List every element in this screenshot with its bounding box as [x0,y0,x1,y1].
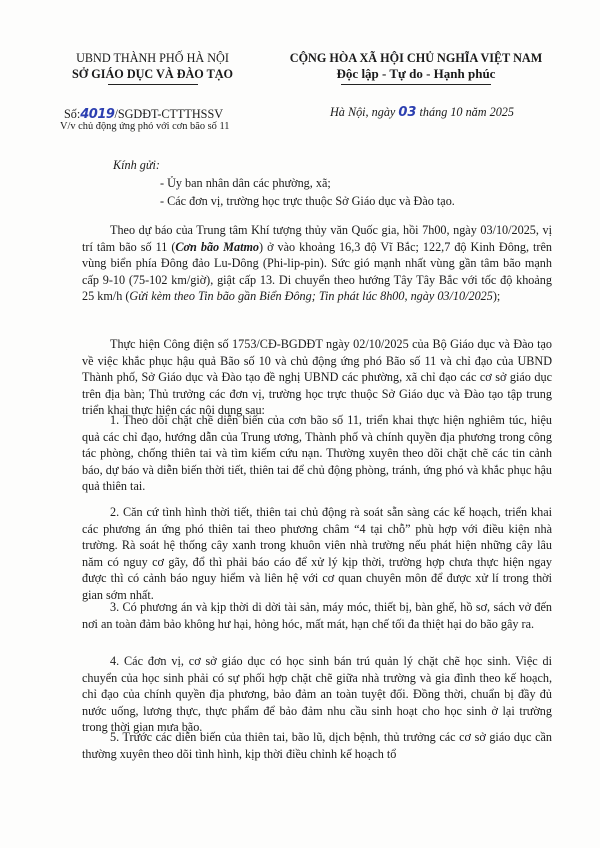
storm-name: Cơn bão Matmo [175,239,260,254]
national-motto: Độc lập - Tự do - Hạnh phúc [336,66,496,81]
recipient-item: - Ủy ban nhân dân các phường, xã; [160,176,331,190]
paragraph-implementation: Thực hiện Công điện số 1753/CĐ-BGDĐT ngày 02/10/2025 của Bộ Giáo dục và Đào tạo về việc khắc phục hậu quả Bão số 10 và chủ động ứng phó Bão số 11 và chỉ đạo của UBND Thành phố, Sở Giáo dục và Đào tạo đề nghị UBND các phường, xã chỉ đạo các cơ sở giáo dục trên địa bàn; Thủ trưởng các đơn vị, trường học trực thuộc Sở Giáo dục và Đào tạo tập trung triển khai thực hiện các nội dung sau: [82,337,552,418]
paragraph-item-2: 2. Căn cứ tình hình thời tiết, thiên tai chủ động rà soát sẵn sàng các kế hoạch, triển khai các phương án ứng phó thiên tai theo phương châm “4 tại chỗ” phù hợp với điều kiện nhà trường. Rà soát hệ thống cây xanh trong khuôn viên nhà trường nếu phát hiện những cây lâu năm có nguy cơ gãy, đổ thì phải báo cáo để xử lý kịp thời, trường hợp chưa thực hiện ngay được thì có cảnh báo nguy hiểm và liên hệ với cơ quan chuyên môn để được xử lí trong thời gian sớm nhất. [82,505,552,602]
paragraph-forecast: Theo dự báo của Trung tâm Khí tượng thủy văn Quốc gia, hồi 7h00, ngày 03/10/2025, vị trí tâm bão số 11 (Cơn bão Matmo) ở vào khoảng 16,3 độ Vĩ Bắc; 122,7 độ Kinh Đông, trên vùng biển phía Đông đảo Lu-Dông (Phi-lip-pin). Sức gió mạnh nhất vùng gần tâm bão mạnh cấp 9-10 (75-102 km/giờ), giật cấp 13. Di chuyển theo hướng Tây Tây Bắc với tốc độ khoảng 25 km/h (Gửi kèm theo Tin bão gần Biển Đông; Tin phát lúc 8h00, ngày 03/10/2025); [82,223,552,304]
recipient-item: - Các đơn vị, trường học trực thuộc Sở Giáo dục và Đào tạo. [160,194,455,208]
attachment-note: Gửi kèm theo Tin bão gần Biển Đông; Tin phát lúc 8h00, ngày 03/10/2025 [129,289,493,304]
document-subject: V/v chủ động ứng phó với cơn bão số 11 [60,121,230,132]
paragraph-item-1: 1. Theo dõi chặt chẽ diễn biến của cơn bão số 11, triển khai thực hiện nghiêm túc, hiệu quả các chỉ đạo, hướng dẫn của Trung ương, Thành phố và chính quyền địa phương trong công tác phòng, chống thiên tai và tìm kiếm cứu nạn. Thường xuyên theo dõi chặt chẽ các tin cảnh báo, dự báo và diễn biến thời tiết, thiên tai để chủ động phòng, tránh, ứng phó và khắc phục hậu quả thiên tai. [82,413,552,494]
paragraph-item-4: 4. Các đơn vị, cơ sở giáo dục có học sinh bán trú quản lý chặt chẽ học sinh. Việc di chuyển của học sinh phải có sự phối hợp chặt chẽ giữa nhà trường và gia đình theo kế hoạch, chỉ đạo của chính quyền địa phương, bảo đảm an toàn tuyệt đối. Đồng thời, chuẩn bị đầy đủ nước uống, lương thực, thực phẩm để bảo đảm nhu cầu sinh hoạt cho học sinh ở lại trường trong thời gian mưa bão. [82,654,552,735]
motto-underline [341,84,491,85]
issuing-department: SỞ GIÁO DỤC VÀ ĐÀO TẠO [71,67,234,81]
handwritten-number: 4019 [80,107,115,122]
authority-underline [108,84,198,85]
national-title: CỘNG HÒA XÃ HỘI CHỦ NGHĨA VIỆT NAM [289,51,543,65]
place-and-date: Hà Nội, ngày 03 tháng 10 năm 2025 [330,105,514,120]
paragraph-item-3: 3. Có phương án và kịp thời di dời tài sản, máy móc, thiết bị, bàn ghế, hồ sơ, sách vở đến nơi an toàn đảm bảo không hư hại, hỏng hóc, mất mát, hạn chế tối đa thiệt hại do bão gây ra. [82,600,552,631]
recipients-heading: Kính gửi: [113,158,160,172]
document-number: Số:4019/SGDĐT-CTTTHSSV [64,107,224,122]
issuing-authority-block [50,50,255,85]
parent-organization: UBND THÀNH PHỐ HÀ NỘI [76,51,229,65]
handwritten-day: 03 [398,105,417,120]
paragraph-item-5: 5. Trước các diễn biến của thiên tai, bão lũ, dịch bệnh, thủ trưởng các cơ sở giáo dục cần thường xuyên theo dõi tình hình, kịp thời điều chỉnh kế hoạch tổ [82,730,552,761]
national-header-block [266,50,566,85]
